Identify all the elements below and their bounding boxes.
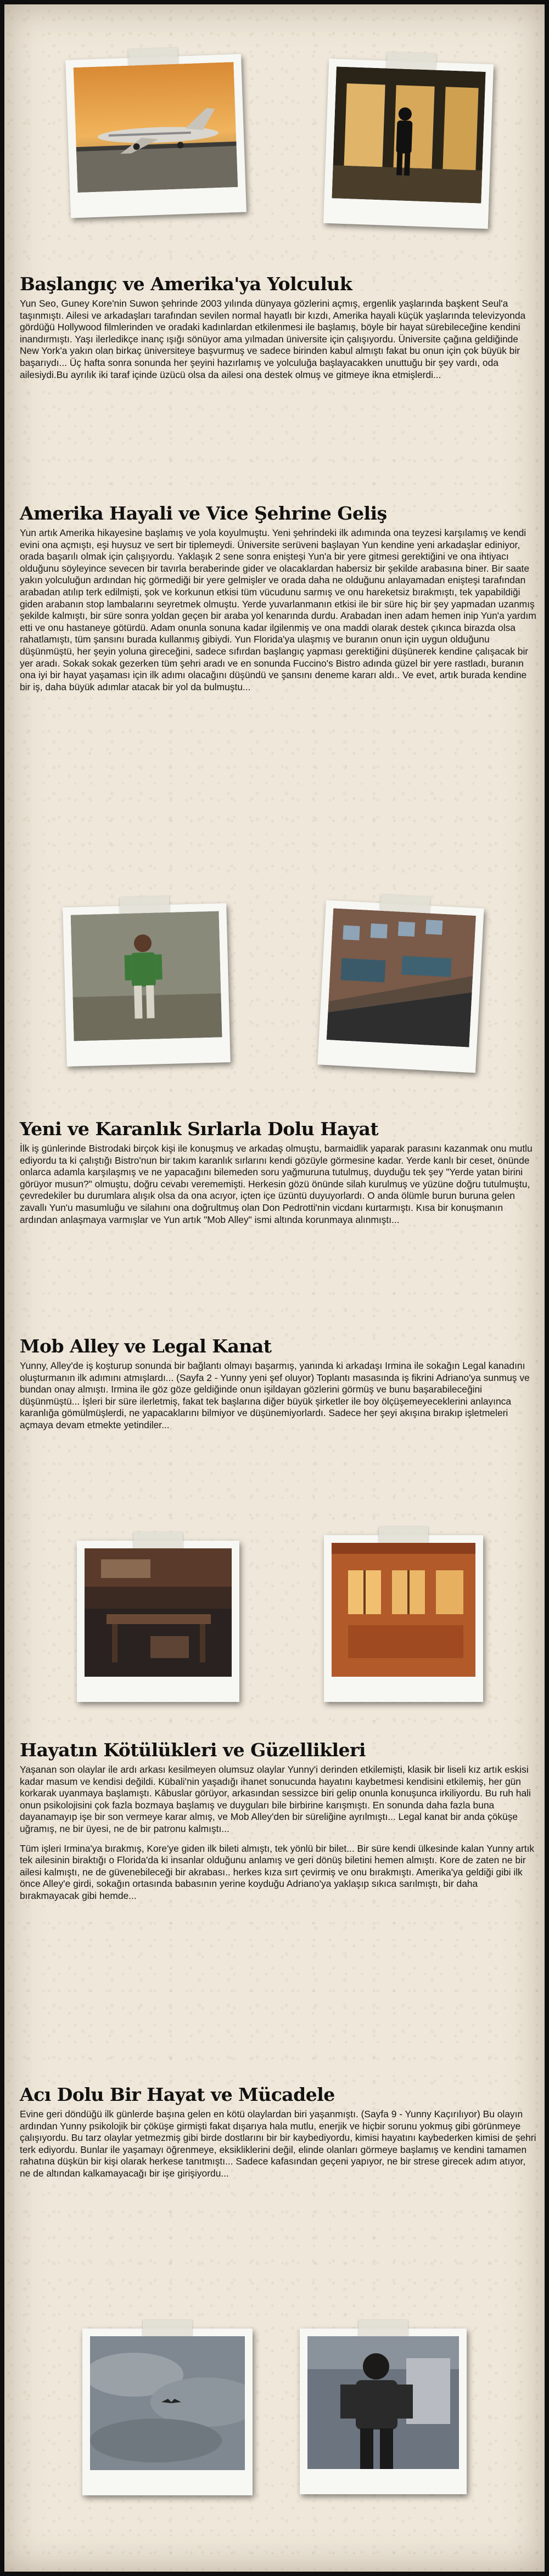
- photo-brick-building: [332, 1543, 475, 1677]
- airport-plane-image: [74, 62, 238, 193]
- section-paragraph: Yun artık Amerika hikayesine başlamış ve yola koyulmuştu. Yeni şehrindeki ilk adımında ona teyzesi karşılamış ve kendi evini ona açmıştı, eşi huysuz ve sert bir tiplemeydi. Üniversite serüveni başlayan Yun kendine yeni arkadaşlar ediniyor, orada başarılı olmak için çalışıyordu. Yaklaşık 2 sene sonra enişteşi Yun'a bir yere gitmesi gerektiğini ve ona ihtiyacı olduğunu söyleyince sevecen bir tavırla beraberinde gider ve olacaklardan habersiz bir şekilde arabasına biner. Bir saate yakın yolculuğun ardından hiç görmediği bir yere gelmişler ve orada daha ne olduğunu anlayamadan enişteşi tarafından arabadan atılıp terk edilmişti, şok ve korkunun etkisi tüm vücudunu sarmış ve onu hareketsiz bırakmıştı, tek yapabildiği giden arabanın stop lambalarını seyretmek olmuştu. Yerde yuvarlanmanın etkisi ile bir süre hiç bir şey yapmadan uzanmış şekilde kalmıştı, bir süre sonra yoldan geçen bir araba yol kenarında durdu. Arabadan inen adam hemen inip Yun'a yardım etti ve onu hastaneye götürdü. Adam onunla sonuna kadar ilgilenmiş ve ona maddi olarak destek çıkınca birazda olsa rahatlamıştı, tüm şansını burada kullanmış gibiydi. Yun Florida'ya ulaşmış ve buranın onun için uygun olduğunu düşünmüştü, her şeyin yoluna gireceğini, sadece sıfırdan başlangıç yapması gerektiğini düşünerek kendine çalışacak bir yer aradı. Sokak sokak gezerken tüm şehri aradı ve en sonunda Fuccino's Bistro adında güzel bir yere rastladı, buranın ona iyi bir hayat yaşaması için ilk adımı olacağını düşündü ve şansını deneme kararı aldı.. Ve evet, artık burada kendine bir iş, daha büyük adımlar atacak bir yol da bulmuştu...: [20, 527, 536, 692]
- section-title: Acı Dolu Bir Hayat ve Mücadele: [20, 2084, 335, 2105]
- photo-cloudy-sky: [90, 2336, 245, 2470]
- section-mob-alley: [20, 1335, 537, 1439]
- photo-character-dark: [307, 2336, 459, 2469]
- tape-strip: [143, 2320, 192, 2336]
- section-paragraph: Yun Seo, Guney Kore'nin Suwon şehrinde 2003 yılında dünyaya gözlerini açmış, ergenlik yaşlarında başkent Seul'a taşınmıştı. Ailesi ve arkadaşları tarafından sevilen normal hayatlı bir kızdı, Amerika hayali küçük yaşlarında televizyonda gördüğü Hollywood filmlerinden ve oradaki kadınlardan etkilenmesi ile başlamış, böyle bir hayat sürebileceğine kendini inandırmıştı. Yaşı ilerledikçe inanç ışığı sönüyor ama yılmadan üniversite için çalışıyordu. Üniversite çağına geldiğinde New York'a yakın olan birkaç üniversiteye başvurmuş ve sadece birinden kabul almıştı fakat bu onun için çok büyük bir başarıydı... Üç hafta sonra sonunda her şeyini hazırlamış ve yolculuğa başlayacakken unuttuğu bir şey vardı, oda ailesiydi.Bu ayrılık iki taraf içinde üzücü olsa da ailesi ona destek olmuş ve gitmeye ikna etmişlerdi...: [20, 298, 526, 380]
- section-title: Yeni ve Karanlık Sırlarla Dolu Hayat: [20, 1118, 379, 1140]
- section-baslangic: [20, 273, 537, 388]
- character-green-image: [71, 911, 222, 1041]
- section-hayatin-kotulukleri: [20, 1739, 537, 1910]
- photo-street-building: [327, 908, 476, 1047]
- polaroid-photo-brick: [324, 1535, 483, 1702]
- cloudy-sky-image: [90, 2336, 245, 2470]
- tape-strip: [358, 2320, 408, 2336]
- section-paragraph: Yaşanan son olaylar ile ardı arkası kesilmeyen olumsuz olaylar Yunny'i derinden etkilemişti, klasik bir liseli kız artık eskisi kadar masum ve kendisi değildi. Kübali'nin yaşadığı ihanet sonucunda hayatını kaybetmesi kendisini etkilemiş, her gün korkarak uyanmaya başlamıştı. Kâbuslar görüyor, arkasından sessizce biri gelip onunla konuşunca irkiliyordu. Bu ruh hali onun psikolojisini çok fazla bozmaya başlamış ve duyguları bile birbirine karışmıştı. En sonunda daha fazla buna dayanamayıp işe bir son vermeye karar almış, ve Mob Alley'den bir süreliğine ayrılmıştı... Legal kanat bir anda çöküşe uğramış, ne bir üyesi, ne de bir patronu kalmıştı...: [20, 1764, 531, 1834]
- tape-strip: [379, 1526, 428, 1543]
- section-paragraph: İlk iş günlerinde Bistrodaki birçok kişi ile konuşmuş ve arkadaş olmuştu, barmaidlik yaparak parasını kazanmak onu mutlu ediyordu ta ki çalıştığı Bistro'nun bir takım karanlık sırlarını kendi gözüyle görmesine kadar. Yerde kanlı bir ceset, önünde onlarca adamla karşılaşmış ve ne yapacağını bilemeden soru yağmuruna tutulmuş, duyduğu tek şey "Yerde yatan birini görüyor musun?" olmuştu, doğru cevabı verememişti. Herkesin gözü önünde silah kurulmuş ve yüzüne doğru tutulmuştu, çevredekiler bu durumlara alışık olsa da ona acıyor, içten içe üzüntü duyuyorlardı. O anda ölümle burun buruna gelen zavallı Yun'u masumluğu ve silahını ona doğrultmuş olan Don Pedrotti'nin vicdanı kurtarmıştı. Kısa bir konuşmanın ardından anlaşmaya varmışlar ve Yun artık "Mob Alley" ismi altında korunmaya alınmıştı...: [20, 1143, 533, 1225]
- polaroid-photo-sky: [82, 2329, 253, 2495]
- hallway-silhouette-image: [332, 66, 485, 203]
- tape-strip: [128, 48, 178, 66]
- section-paragraph: Evine geri döndüğü ilk günlerde başına gelen en kötü olaylardan biri yaşanmıştı. (Sayfa 9 - Yunny Kaçırılıyor) Bu olayın ardından Yunny psikolojik bir çöküşe girmişti fakat dışarıya hala mutlu, enerjik ve hiçbir sorunu yokmuş gibi görünmeye çalışıyordu. Bu tarz olaylar yetmezmiş gibi birde dostlarını bir bir kaybediyordu, kimisi hayatını kaybederken kimisi de şehri terk ediyordu. Bunlar ile yaşamayı öğrenmeye, eksikliklerini değil, elinde olanları görmeye başlamış ve kendini tamamen rahatına düşkün bir kişi olarak herkese tanıtmıştı... Sadece kafasından geçeni yapıyor, ne bir strese girecek adım atıyor, ne de altından kalkamayacağı bir işe girişiyordu...: [20, 2109, 536, 2179]
- polaroid-photo-street: [317, 900, 484, 1073]
- bistro-interior-image: [85, 1548, 232, 1677]
- photo-bistro-interior: [85, 1548, 232, 1677]
- tape-strip: [380, 894, 430, 914]
- polaroid-photo-airport: [65, 54, 247, 218]
- character-dark-image: [307, 2336, 459, 2469]
- photo-hallway-silhouette: [332, 66, 485, 203]
- polaroid-photo-bistro: [77, 1541, 239, 1702]
- section-title: Hayatın Kötülükleri ve Güzellikleri: [20, 1739, 366, 1761]
- photo-character-green: [71, 911, 222, 1041]
- section-aci-dolu-hayat: [20, 2084, 537, 2188]
- brick-building-image: [332, 1543, 475, 1677]
- section-title: Mob Alley ve Legal Kanat: [20, 1335, 272, 1357]
- photo-airport-plane: [74, 62, 238, 193]
- street-building-image: [327, 908, 476, 1047]
- tape-strip: [386, 52, 436, 70]
- section-karanlik-sirlar: [20, 1118, 537, 1233]
- story-page: [4, 4, 545, 2572]
- section-paragraph: Tüm işleri Irmina'ya bırakmış, Kore'ye giden ilk bileti almıştı, tek yönlü bir bilet... Bir süre kendi ülkesinde kalan Yunny artık tek ailesinin biraktığı o Florida'da ki insanlar olduğunu anlamış ve geri dönüş biletini hemen almıştı. Kore de zaten ne bir ailesi kalmıştı, ne de güvenebileceği bir akrabası.. herkes kıza sırt çevirmiş ve onu bırakmıştı. Amerika'ya geldiği gibi ilk önce Alley'e girdi, sokağın ortasında babasının yerine koyduğu Adriano'ya yaklaşıp sıkıca sarılmıştı, bir daha bırakmayacak gibi hemde...: [20, 1842, 535, 1901]
- section-paragraph: Yunny, Alley'de iş koşturup sonunda bir bağlantı olmayı başarmış, yanında ki arkadaşı Irmina ile sokağın Legal kanadını oluşturmanın ilk adımını atmışlardı... (Sayfa 2 - Yunny yeni şef oluyor) Toplantı masasında iş fikrini Adriano'ya sunmuş ve bundan onay almıştı. Irmina ile göz göze geldiğinde onun işildayan gözlerini görmüş ve bunu başarabileceğini düşünmüştü... İşleri bir süre ilerletmiş, fakat tek başlarına diğer büyük şirketler ile boy ölçüşemeyeceklerini anlayınca karanlığa gömülmüşlerdi, ne yapacaklarını bilmiyor ve düşünemiyorlardı. Sadece her şeyi akışına bırakıp işletmeleri açmaya devam etmekte yetindiler...: [20, 1360, 530, 1430]
- tape-strip: [133, 1532, 183, 1548]
- tape-strip: [120, 896, 170, 914]
- polaroid-photo-hallway: [323, 59, 494, 229]
- section-title: Başlangıç ve Amerika'ya Yolculuk: [20, 273, 352, 295]
- section-title: Amerika Hayali ve Vice Şehrine Geliş: [20, 503, 387, 524]
- polaroid-photo-character-dark: [300, 2329, 467, 2494]
- polaroid-photo-character: [63, 903, 230, 1067]
- section-amerika-hayali: [20, 503, 537, 701]
